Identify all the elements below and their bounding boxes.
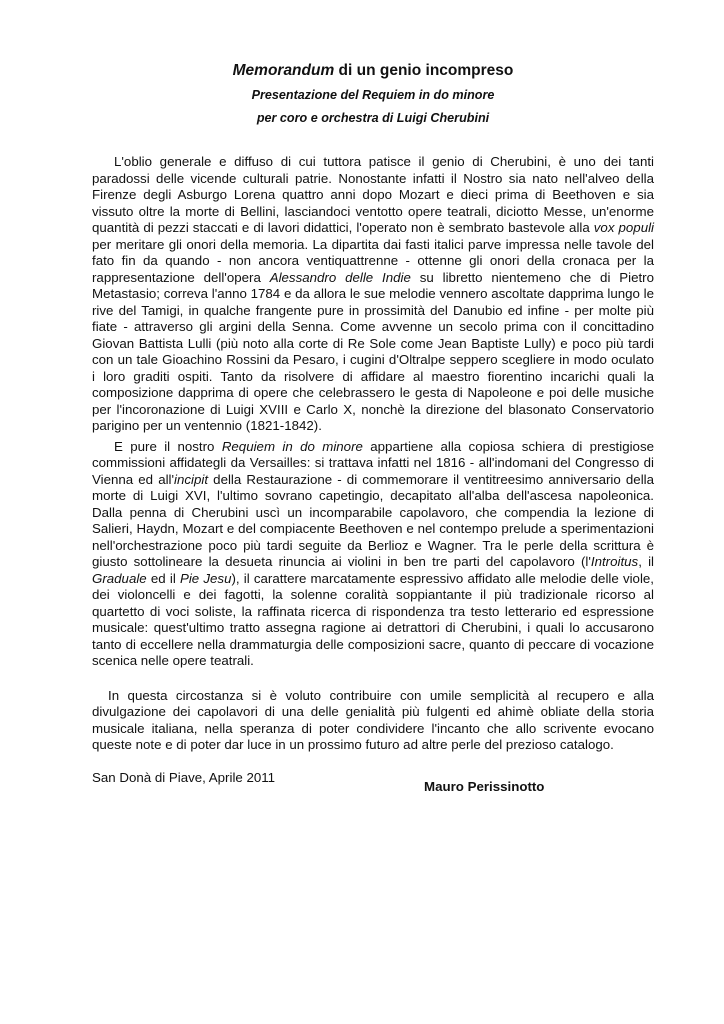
paragraph-3: In questa circostanza si è voluto contribuire con umile semplicità al recupero e alla divulgazione dei capolavori di una delle genialità più fulgenti ed ahimè obliate della storia musicale italiana, nella speranza di poter condividere l'incanto che allo scrivente evocano queste note e di poter dar luce in un prossimo futuro ad altre perle del prezioso catalogo.	[92, 687, 654, 752]
paragraph-1-text-1: L'oblio generale e diffuso di cui tuttora patisce il genio di Cherubini, è uno dei tanti paradossi delle vicende culturali patrie. Nonostante infatti il Nostro sia nato nell'alveo della Firenze degli Asburgo Lorena quattro anni dopo Mozart e dieci prima di Beethoven e sia vissuto oltre la morte di Bellini, lasciandoci ventotto opere teatrali, diciotto Messe, un'enorme quantità di pezzi staccati e di lavori didattici, l'operato non è sembrato bastevole alla	[92, 154, 654, 235]
paragraph-2-italic-5: Pie Jesu	[179, 570, 232, 586]
paragraph-2-text-4: , il	[638, 554, 654, 569]
paragraph-2-text-3: della Restaurazione - di commemorare il ventitreesimo anniversario della morte di Luigi XVI, l'ultimo sovrano capetingio, decapitato all'alba dell'ascesa napoleonica. Dalla penna di Cherubini uscì un incomparabile capolavoro, che compendia la lezione di Salieri, Haydn, Mozart e del compiacente Beethoven e nel contempo prelude a sperimentazioni nell'orchestrazione poco più tardi seguite da Berlioz e Wagner. Tra le perle della scrittura è giusto sottolineare la desueta rinuncia ai violini in ben tre parti del capolavoro (l'	[92, 471, 654, 569]
paragraph-1	[92, 154, 654, 435]
paragraph-2-italic-3: Introitus	[590, 554, 639, 569]
subtitle-line-2: per coro e orchestra di Luigi Cherubini	[256, 111, 490, 125]
place-date: San Donà di Piave, Aprile 2011	[92, 769, 276, 785]
signature: Mauro Perissinotto	[424, 779, 545, 794]
title-rest: di un genio incompreso	[334, 62, 514, 79]
paragraph-2-italic-2: incipit	[174, 471, 209, 487]
paragraph-2-text-1: E pure il nostro	[114, 438, 222, 454]
paragraph-1-text-2: per meritare gli onori della memoria. La dipartita dai fasti italici parve impressa nelle tavole del fato fin da quando - non ancora ventiquattrenne - ottenne gli onori della cronaca per la rappresentazione dell'opera	[92, 236, 654, 285]
paragraph-2-text-5: ed il	[146, 570, 180, 586]
subtitle-line-1: Presentazione del Requiem in do minore	[251, 88, 495, 102]
document-body	[92, 154, 654, 786]
paragraph-1-italic-2: Alessandro delle Indie	[269, 269, 411, 285]
document-title	[92, 60, 654, 82]
paragraph-2-text-2: appartiene alla copiosa schiera di prestigiose commissioni affidategli da Versailles: si trattava infatti nel 1816 - all'indomani del Congresso di Vienna ed all'	[92, 438, 654, 487]
paragraph-2-italic-1: Requiem in do minore	[221, 438, 363, 454]
paragraph-2-italic-4: Graduale	[92, 570, 147, 586]
title-italic: Memorandum	[232, 62, 335, 79]
paragraph-1-italic-1: vox populi	[593, 220, 654, 235]
paragraph-2	[92, 439, 654, 670]
paragraph-1-text-3: su libretto nientemeno che di Pietro Metastasio; correva l'anno 1784 e da allora le sue melodie vennero ascoltate dapprima lungo le rive del Tamigi, in qualche frangente pure in prossimità del Danubio ed infine - per molte più fiate - attraverso gli argini della Senna. Come avvenne un secolo prima con il concittadino Giovan Battista Lulli (più noto alla corte di Re Sole come Jean Baptiste Lully) e poco più tardi con un tale Gioachino Rossini da Pesaro, i cugini d'Oltralpe seppero scegliere in modo oculato i loro graditi ospiti. Tanto da risolvere di affidare al maestro fiorentino incarichi quali la composizione dapprima di opere che celebrassero le gesta di Napoleone e poi delle musiche per l'incoronazione di Luigi XVIII e Carlo X, nonchè la direzione del blasonato Conservatorio parigino per un ventennio (1821-1842).	[92, 269, 654, 433]
paragraph-2-text-6: ), il carattere marcatamente espressivo affidato alle melodie delle viole, dei violoncelli e dei fagotti, la solenne coralità soppiantante il più tradizionale ricorso al quartetto di voci soliste, la raffinata ricerca di rispondenza tra testo letterario ed espressione musicale: quest'ultimo tratto assegna ragione ai detrattori di Cherubini, i quali lo accusarono tanto di eccellere nella drammaturgia delle composizioni sacre, quanto di peccare di vocazione scenica nelle opere teatrali.	[92, 570, 654, 668]
